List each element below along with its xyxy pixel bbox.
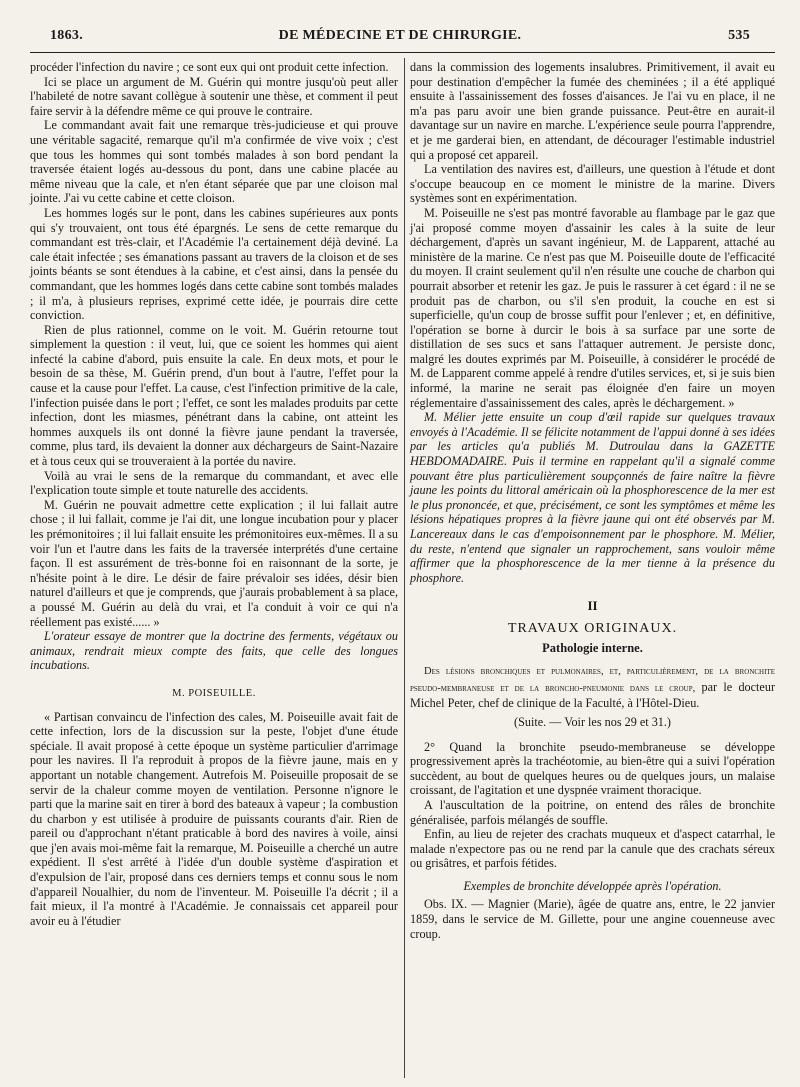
paragraph: Voilà au vrai le sens de la remarque du commandant, et avec elle l'explication toute simple et toute naturelle des accidents.	[30, 468, 398, 498]
article-author: par le docteur Michel Peter, chef de clinique de la Faculté, à l'Hôtel-Dieu.	[410, 679, 775, 711]
column-divider	[404, 58, 405, 1078]
header-title: DE MÉDECINE ET DE CHIRURGIE.	[278, 28, 522, 43]
paragraph: Enfin, au lieu de rejeter des crachats muqueux et d'aspect catarrhal, le malade n'expectore pas ou ne rend par la canule que des crachats séreux ou grisâtres, et parfois fétides.	[410, 827, 775, 871]
running-header	[50, 28, 750, 48]
paragraph: dans la commission des logements insalubres. Primitivement, il avait eu pour destination d'empêcher la fumée des cheminées ; il a été appliqué ensuite à l'assainissement des fosses d'aisances. Je l'ai vu en place, il ne m'a pas paru avoir une bien grande puissance. Peut-être en aurait-il davantage sur un navire en marche. L'expérience seule pourra l'apprendre, et je me garderai bien, en attendant, de décourager l'estimable industriel qui a proposé cet appareil.	[410, 60, 775, 162]
paragraph: procéder l'infection du navire ; ce sont eux qui ont produit cette infection.	[30, 60, 389, 74]
header-year: 1863.	[50, 28, 83, 43]
paragraph: Rien de plus rationnel, comme on le voit. M. Guérin retourne tout simplement la question : il veut, lui, que ce soient les hommes qui aient infecté la cabine d'abord, puis ensuite la cale. En deux mots, et pour le besoin de sa thèse, M. Guérin prend, d'un bout à l'autre, l'effet pour la cause et la cause pour l'effet. La cause, c'est l'infection primitive de la cale, l'infection puisée dans le port ; l'effet, ce sont les malades produits par cette infection, dont les miasmes, pénétrant dans la cabine, ont atteint les hommes auxquels ils ont donné la fièvre jaune pendant la traversée, comme, plus tard, ils devaient la donner aux déchargeurs de Saint-Nazaire et à tous ceux qui se trouveraient à la portée du navire.	[30, 322, 398, 469]
article-heading	[410, 663, 775, 711]
paragraph: Le commandant avait fait une remarque très-judicieuse et qui prouve une véritable sagacité, remarque qu'il m'a confirmée de vive voix ; c'est que tous les hommes qui sont tombés malades à son bord pendant la traversée étaient logés au-dessous du pont, dans une cabine placée au même niveau que la cale, et n'en étant séparée que par une cloison mal jointe. J'ai vu cette cabine et cette cloison.	[30, 118, 398, 206]
left-column	[30, 60, 398, 928]
italic-summary: L'orateur essaye de montrer que la doctrine des ferments, végétaux ou animaux, rendrait mieux compte des faits, que celle des longues incubations.	[30, 629, 398, 673]
paragraph: Les hommes logés sur le pont, dans les cabines supérieures aux ponts qui s'y trouvaient, ont tous été épargnés. Le sens de cette remarque du commandant est très-clair, et l'Académie l'a certainement déjà deviné. La cale était infectée ; ses émanations passant au travers de la cloison et de ses joints béants se sont étendues à la cabine, et c'est ainsi, dans la pensée du commandant, que les hommes logés dans cette cabine sont tombés malades ; il m'a, à plusieurs reprises, exprimé cette idée, je pourrais dire cette conviction.	[30, 205, 398, 323]
paragraph: Ici se place un argument de M. Guérin qui montre jusqu'où peut aller l'habileté de notre savant collègue à soutenir une thèse, et comment il peut faire servir à la défendre même ce qui prouve le contraire.	[30, 74, 398, 118]
subsection-title: Pathologie interne.	[542, 640, 643, 655]
paragraph: M. Guérin ne pouvait admettre cette explication ; il lui fallait autre chose ; il lui fallait, comme je l'ai dit, une longue incubation pour y placer les prémonitoires ; il lui fallait ensuite les prémonitoires eux-mêmes. Il a su voir l'un et l'autre dans les faits de la traversée interprétés d'une certaine façon. Il est assurément de très-bonne foi en raisonnant de la sorte, je n'hésite point à le dire. Le désir de faire prévaloir ses idées, désir bien naturel d'ailleurs et que je comprends, que j'aurais probablement à sa place, a poussé M. Guérin au delà du vrai, et l'a conduit à voir ce qui n'a réellement pas existé...... »	[30, 497, 398, 629]
paragraph: « Partisan convaincu de l'infection des cales, M. Poiseuille avait fait de cette infection, lors de la discussion sur la peste, l'objet d'une étude spéciale. Il avait proposé à cette époque un système particulier d'arrimage pour les navires. Il l'a reproduit à propos de la fièvre jaune, mais en y apportant un notable changement. Autrefois M. Poiseuille proposait de se servir de la chaleur comme moyen de ventilation. Personne n'ignore le parti que la marine sait en tirer à bord des bateaux à vapeur ; la combustion du charbon y est utilisée à produire de puissants courants d'air. Rien de pareil ou d'approchant n'étant praticable à bord des navires à voile, ainsi que j'en avais moi-même fait la remarque, M. Poiseuille a cherché un autre expédient. Il s'est arrêté à l'idée d'un double système d'aspiration et d'expulsion de l'air, proposé dans ces derniers temps et connu sous le nom d'appareil Noualhier, du nom de l'inventeur. M. Poiseuille l'a décrit ; il a fait mieux, il l'a montré à l'Académie. Je connaissais cet appareil pour avoir eu à l'étudier	[30, 709, 398, 928]
observation: Obs. IX. — Magnier (Marie), âgée de quatre ans, entre, le 22 janvier 1859, dans le service de M. Gillette, pour une angine couenneuse avec croup.	[410, 897, 775, 941]
speaker-name: M. POISEUILLE.	[172, 687, 256, 699]
section-number: II	[587, 598, 598, 614]
section-title: TRAVAUX ORIGINAUX.	[507, 620, 678, 636]
continuation-note: (Suite. — Voir les nos 29 et 31.)	[514, 714, 671, 729]
page-number: 535	[728, 28, 750, 43]
examples-heading: Exemples de bronchite développée après l'opération.	[463, 878, 722, 893]
article-title: Des lésions bronchiques et pulmonaires, et, particulièrement, de la bronchite pseudo-membraneuse et de la broncho-pneumonie dans le croup,	[410, 666, 775, 694]
header-rule	[30, 52, 775, 53]
italic-summary: M. Mélier jette ensuite un coup d'œil rapide sur quelques travaux envoyés à l'Académie. Il se félicite notamment de l'appui donné à ses idées par les articles qu'a publiés M. Dutroulau dans la GAZETTE HEBDOMADAIRE. Puis il termine en rappelant qu'il a signalé comme pouvant être plus particulièrement soupçonnés de faire naître la fièvre jaune les points du littoral américain où la phosphorescence de la mer est le plus prononcée, et que, précisément, ce sont les symptômes et même les lésions hépatiques propres à la fièvre jaune qui ont été observés par M. Lancereaux dans le cas d'empoisonnement par le phosphore. M. Mélier, du reste, n'entend que signaler un rapprochement, sans vouloir même affirmer que la phosphorescence de la mer tienne à la présence du phosphore.	[410, 410, 775, 585]
paragraph: A l'auscultation de la poitrine, on entend des râles de bronchite généralisée, parfois mélangés de souffle.	[410, 797, 775, 827]
right-column	[410, 60, 775, 941]
paragraph: 2° Quand la bronchite pseudo-membraneuse se développe progressivement après la trachéotomie, au bien-être qui a suivi l'opération succèdent, au bout de quelques heures ou de quelques jours, un malaise croissant, de l'agitation et une dyspnée vraiment thoracique.	[410, 739, 775, 798]
paragraph: M. Poiseuille ne s'est pas montré favorable au flambage par le gaz que j'ai proposé comme moyen d'assainir les cales à la suite de leur déchargement, d'après un savant ingénieur, M. de Lapparent, attaché au ministère de la marine. Ce n'est pas que M. Poiseuille doute de l'efficacité du moyen. Il craint seulement qu'il n'en résulte une couche de charbon qui pourrait absorber et retenir les gaz. Je puis le rassurer à cet égard : il ne se produit pas de charbon, ou s'il s'en produit, la couche en est si superficielle, qu'un coup de brosse suffit pour l'enlever ; et, en définitive, l'opération se borne à durcir le bois à sa surface par une sorte de distillation de ses sucs et sans l'attaquer autrement. Je persiste donc, malgré les doutes exprimés par M. Poiseuille, à considérer le procédé de M. de Lapparent comme appelé à rendre d'utiles services, et, si je suis bien informé, la marine ne serait pas éloignée d'en faire un moyen réglementaire d'assainissement des cales, après le déchargement. »	[410, 205, 775, 410]
paragraph: La ventilation des navires est, d'ailleurs, une question à l'étude et dont s'occupe beaucoup en ce moment le ministre de la marine. Divers systèmes sont en expérimentation.	[410, 162, 775, 206]
